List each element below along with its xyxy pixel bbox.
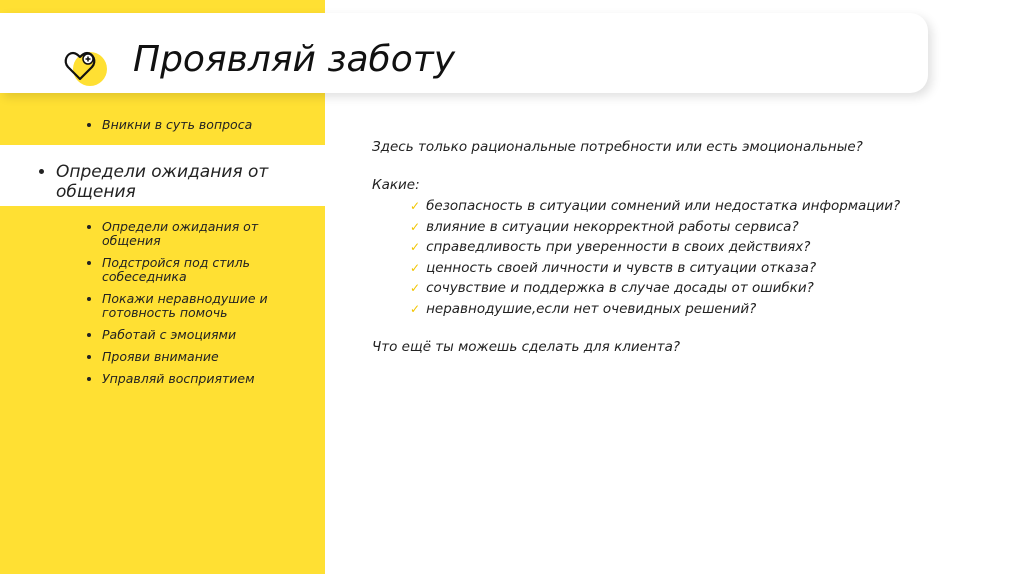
check-icon: ✓: [410, 240, 421, 254]
check-text: сочувствие и поддержка в случае досады от ошибки?: [426, 280, 814, 296]
title-bar: [0, 13, 928, 93]
check-text: влияние в ситуации некорректной работы сервиса?: [426, 218, 799, 235]
closing-question: Что ещё ты можешь сделать для клиента?: [372, 339, 681, 355]
check-icon: ✓: [410, 260, 421, 275]
check-text: неравнодушие,если нет очевидных решений?: [426, 300, 757, 317]
sidebar-top-strip: [0, 0, 325, 13]
sidebar-sub-list: [84, 220, 284, 394]
sidebar-item[interactable]: • Подстройся под стиль собеседника: [102, 256, 284, 284]
check-text: ценность своей личности и чувств в ситуации отказа?: [426, 259, 817, 276]
check-item: [410, 196, 900, 217]
check-text: справедливость при уверенности в своих действиях?: [426, 239, 811, 255]
main-content: [372, 139, 900, 355]
check-item: [410, 299, 900, 320]
sidebar-item[interactable]: • Управляй восприятием: [102, 372, 284, 386]
check-text: безопасность в ситуации сомнений или недостатка информации?: [426, 198, 901, 214]
sidebar-item[interactable]: • Определи ожидания от общения: [102, 220, 284, 248]
which-label: Какие:: [372, 177, 420, 193]
sidebar-item[interactable]: • Вникни в суть вопроса: [102, 118, 252, 132]
question-text: Здесь только рациональные потребности или есть эмоциональные?: [372, 139, 863, 155]
check-item: [410, 237, 900, 258]
page-title: Проявляй заботу: [133, 39, 456, 80]
check-icon: ✓: [410, 199, 421, 213]
heart-plus-icon: [62, 43, 108, 89]
sidebar-item[interactable]: • Покажи неравнодушие и готовность помочь: [102, 292, 284, 320]
check-item: [410, 217, 900, 238]
sidebar-top-list: [84, 118, 252, 140]
check-icon: ✓: [410, 301, 421, 316]
check-icon: ✓: [410, 281, 421, 295]
check-item: [410, 258, 900, 279]
sidebar-item[interactable]: • Работай с эмоциями: [102, 328, 284, 342]
check-list: [410, 196, 900, 319]
sidebar-active-label: • Определи ожидания от общения: [56, 162, 310, 202]
sidebar-active-item[interactable]: [40, 162, 310, 202]
check-item: [410, 278, 900, 299]
sidebar-item[interactable]: • Прояви внимание: [102, 350, 284, 364]
check-icon: ✓: [410, 219, 421, 234]
